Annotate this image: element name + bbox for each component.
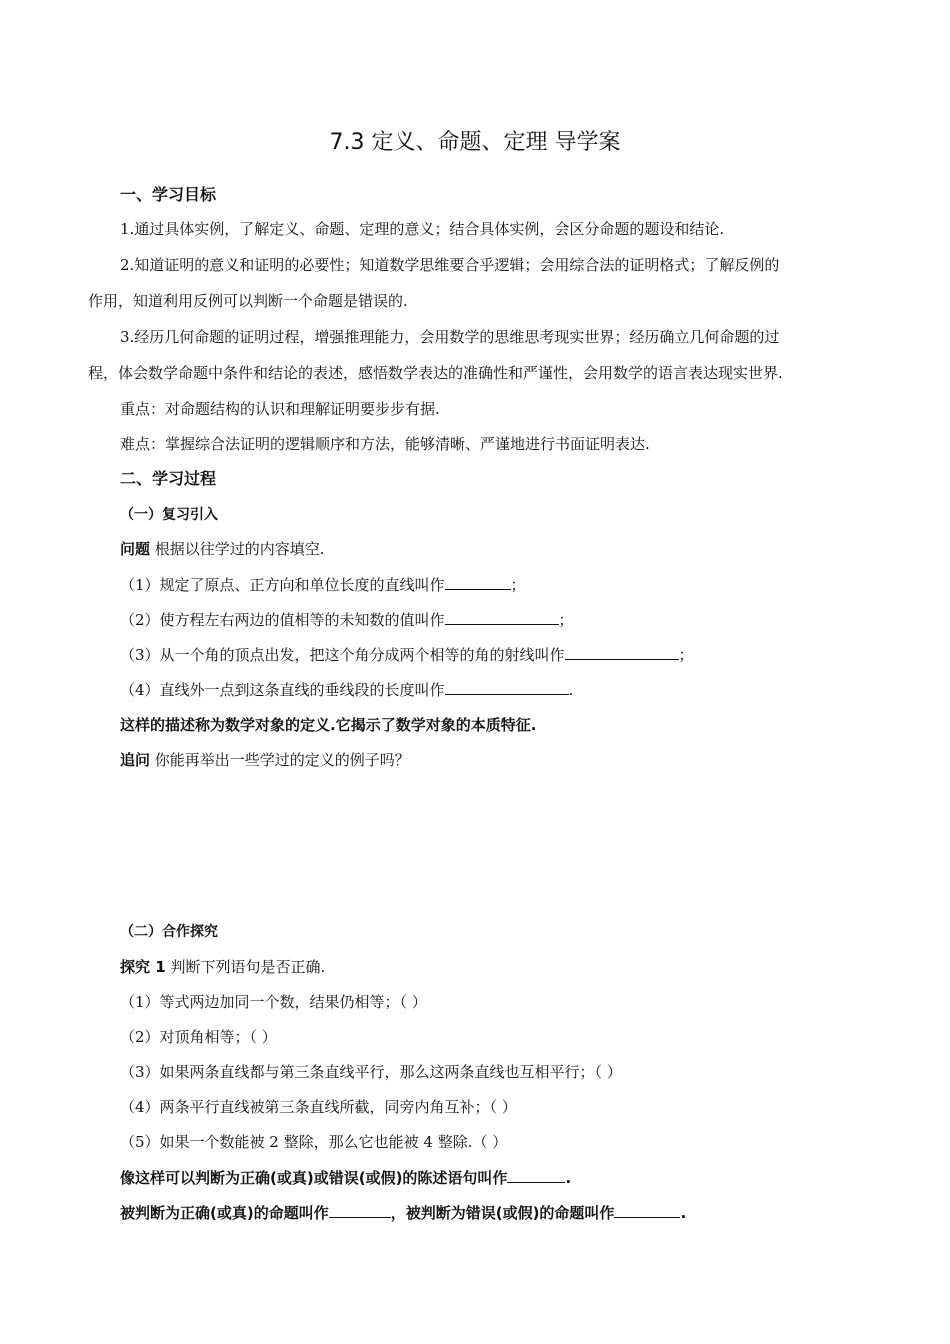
proposition-text: 像这样可以判断为正确(或真)或错误(或假)的陈述语句叫作 — [120, 1169, 508, 1187]
false-proposition-end: . — [680, 1204, 687, 1222]
question-4-end: . — [568, 681, 574, 699]
followup-question — [120, 750, 865, 770]
question-2-end: ； — [558, 611, 574, 629]
section-heading-process: 二、学习过程 — [120, 469, 217, 488]
answer-blank-true[interactable] — [329, 1202, 391, 1218]
goal-2-line-2: 作用，知道利用反例可以判断一个命题是错误的. — [88, 292, 408, 310]
answer-blank-3[interactable] — [565, 644, 679, 660]
goal-2-line-1: 2.知道证明的意义和证明的必要性；知道数学思维要合乎逻辑；会用综合法的证明格式；了解反例的 — [120, 256, 780, 274]
goal-3-line-1: 3.经历几何命题的证明过程，增强推理能力，会用数学的思维思考现实世界；经历确立几何命题的过 — [120, 328, 780, 346]
proposition-end: . — [565, 1169, 572, 1187]
goal-1: 1.通过具体实例，了解定义、命题、定理的意义；结合具体实例，会区分命题的题设和结论. — [120, 220, 725, 238]
explore-text: 判断下列语句是否正确. — [165, 958, 326, 976]
explore-label: 探究 1 — [120, 958, 166, 976]
answer-blank-2[interactable] — [445, 609, 559, 625]
answer-blank-4[interactable] — [445, 679, 569, 695]
statement-5: （5）如果一个数能被 2 整除，那么它也能被 4 整除.（ ） — [120, 1133, 508, 1151]
statement-1: （1）等式两边加同一个数，结果仍相等；（ ） — [120, 993, 427, 1011]
statement-4: （4）两条平行直线被第三条直线所截，同旁内角互补；（ ） — [120, 1098, 517, 1116]
question-2 — [120, 609, 865, 630]
true-false-conclusion — [120, 1202, 865, 1223]
followup-text: 你能再举出一些学过的定义的例子吗？ — [150, 751, 410, 769]
question-3 — [120, 644, 865, 665]
question-1-end: ； — [510, 576, 526, 594]
part-heading-review: （一）复习引入 — [120, 507, 218, 523]
question-1 — [120, 574, 865, 595]
proposition-conclusion — [120, 1167, 865, 1188]
definition-summary: 这样的描述称为数学对象的定义.它揭示了数学对象的本质特征. — [120, 716, 537, 734]
question-4-text: （4）直线外一点到这条直线的垂线段的长度叫作 — [120, 681, 445, 699]
answer-blank-false[interactable] — [614, 1202, 680, 1218]
question-text: 根据以往学过的内容填空. — [150, 540, 325, 558]
question-1-text: （1）规定了原点、正方向和单位长度的直线叫作 — [120, 576, 445, 594]
difficulty: 难点：掌握综合法证明的逻辑顺序和方法，能够清晰、严谨地进行书面证明表达. — [120, 435, 650, 453]
question-4 — [120, 679, 865, 700]
question-3-end: ； — [678, 646, 694, 664]
question-3-text: （3）从一个角的顶点出发，把这个角分成两个相等的角的射线叫作 — [120, 646, 565, 664]
false-proposition-text: ，被判断为错误(或假)的命题叫作 — [390, 1204, 615, 1222]
followup-label: 追问 — [120, 751, 151, 769]
question-2-text: （2）使方程左右两边的值相等的未知数的值叫作 — [120, 611, 445, 629]
question-label: 问题 — [120, 540, 151, 558]
answer-blank-proposition[interactable] — [507, 1167, 565, 1183]
statement-2: （2）对顶角相等；（ ） — [120, 1028, 277, 1046]
question-intro — [120, 539, 865, 559]
answer-blank-1[interactable] — [445, 574, 511, 590]
section-heading-goals: 一、学习目标 — [120, 185, 217, 204]
part-heading-explore: （二）合作探究 — [120, 924, 218, 940]
goal-3-line-2: 程，体会数学命题中条件和结论的表述，感悟数学表达的准确性和严谨性，会用数学的语言表达现实世界. — [88, 364, 783, 382]
key-point: 重点：对命题结构的认识和理解证明要步步有据. — [120, 400, 440, 418]
explore-intro — [120, 957, 865, 977]
true-proposition-text: 被判断为正确(或真)的命题叫作 — [120, 1204, 329, 1222]
statement-3: （3）如果两条直线都与第三条直线平行，那么这两条直线也互相平行；（ ） — [120, 1063, 622, 1081]
document-title: 7.3 定义、命题、定理 导学案 — [329, 130, 621, 155]
